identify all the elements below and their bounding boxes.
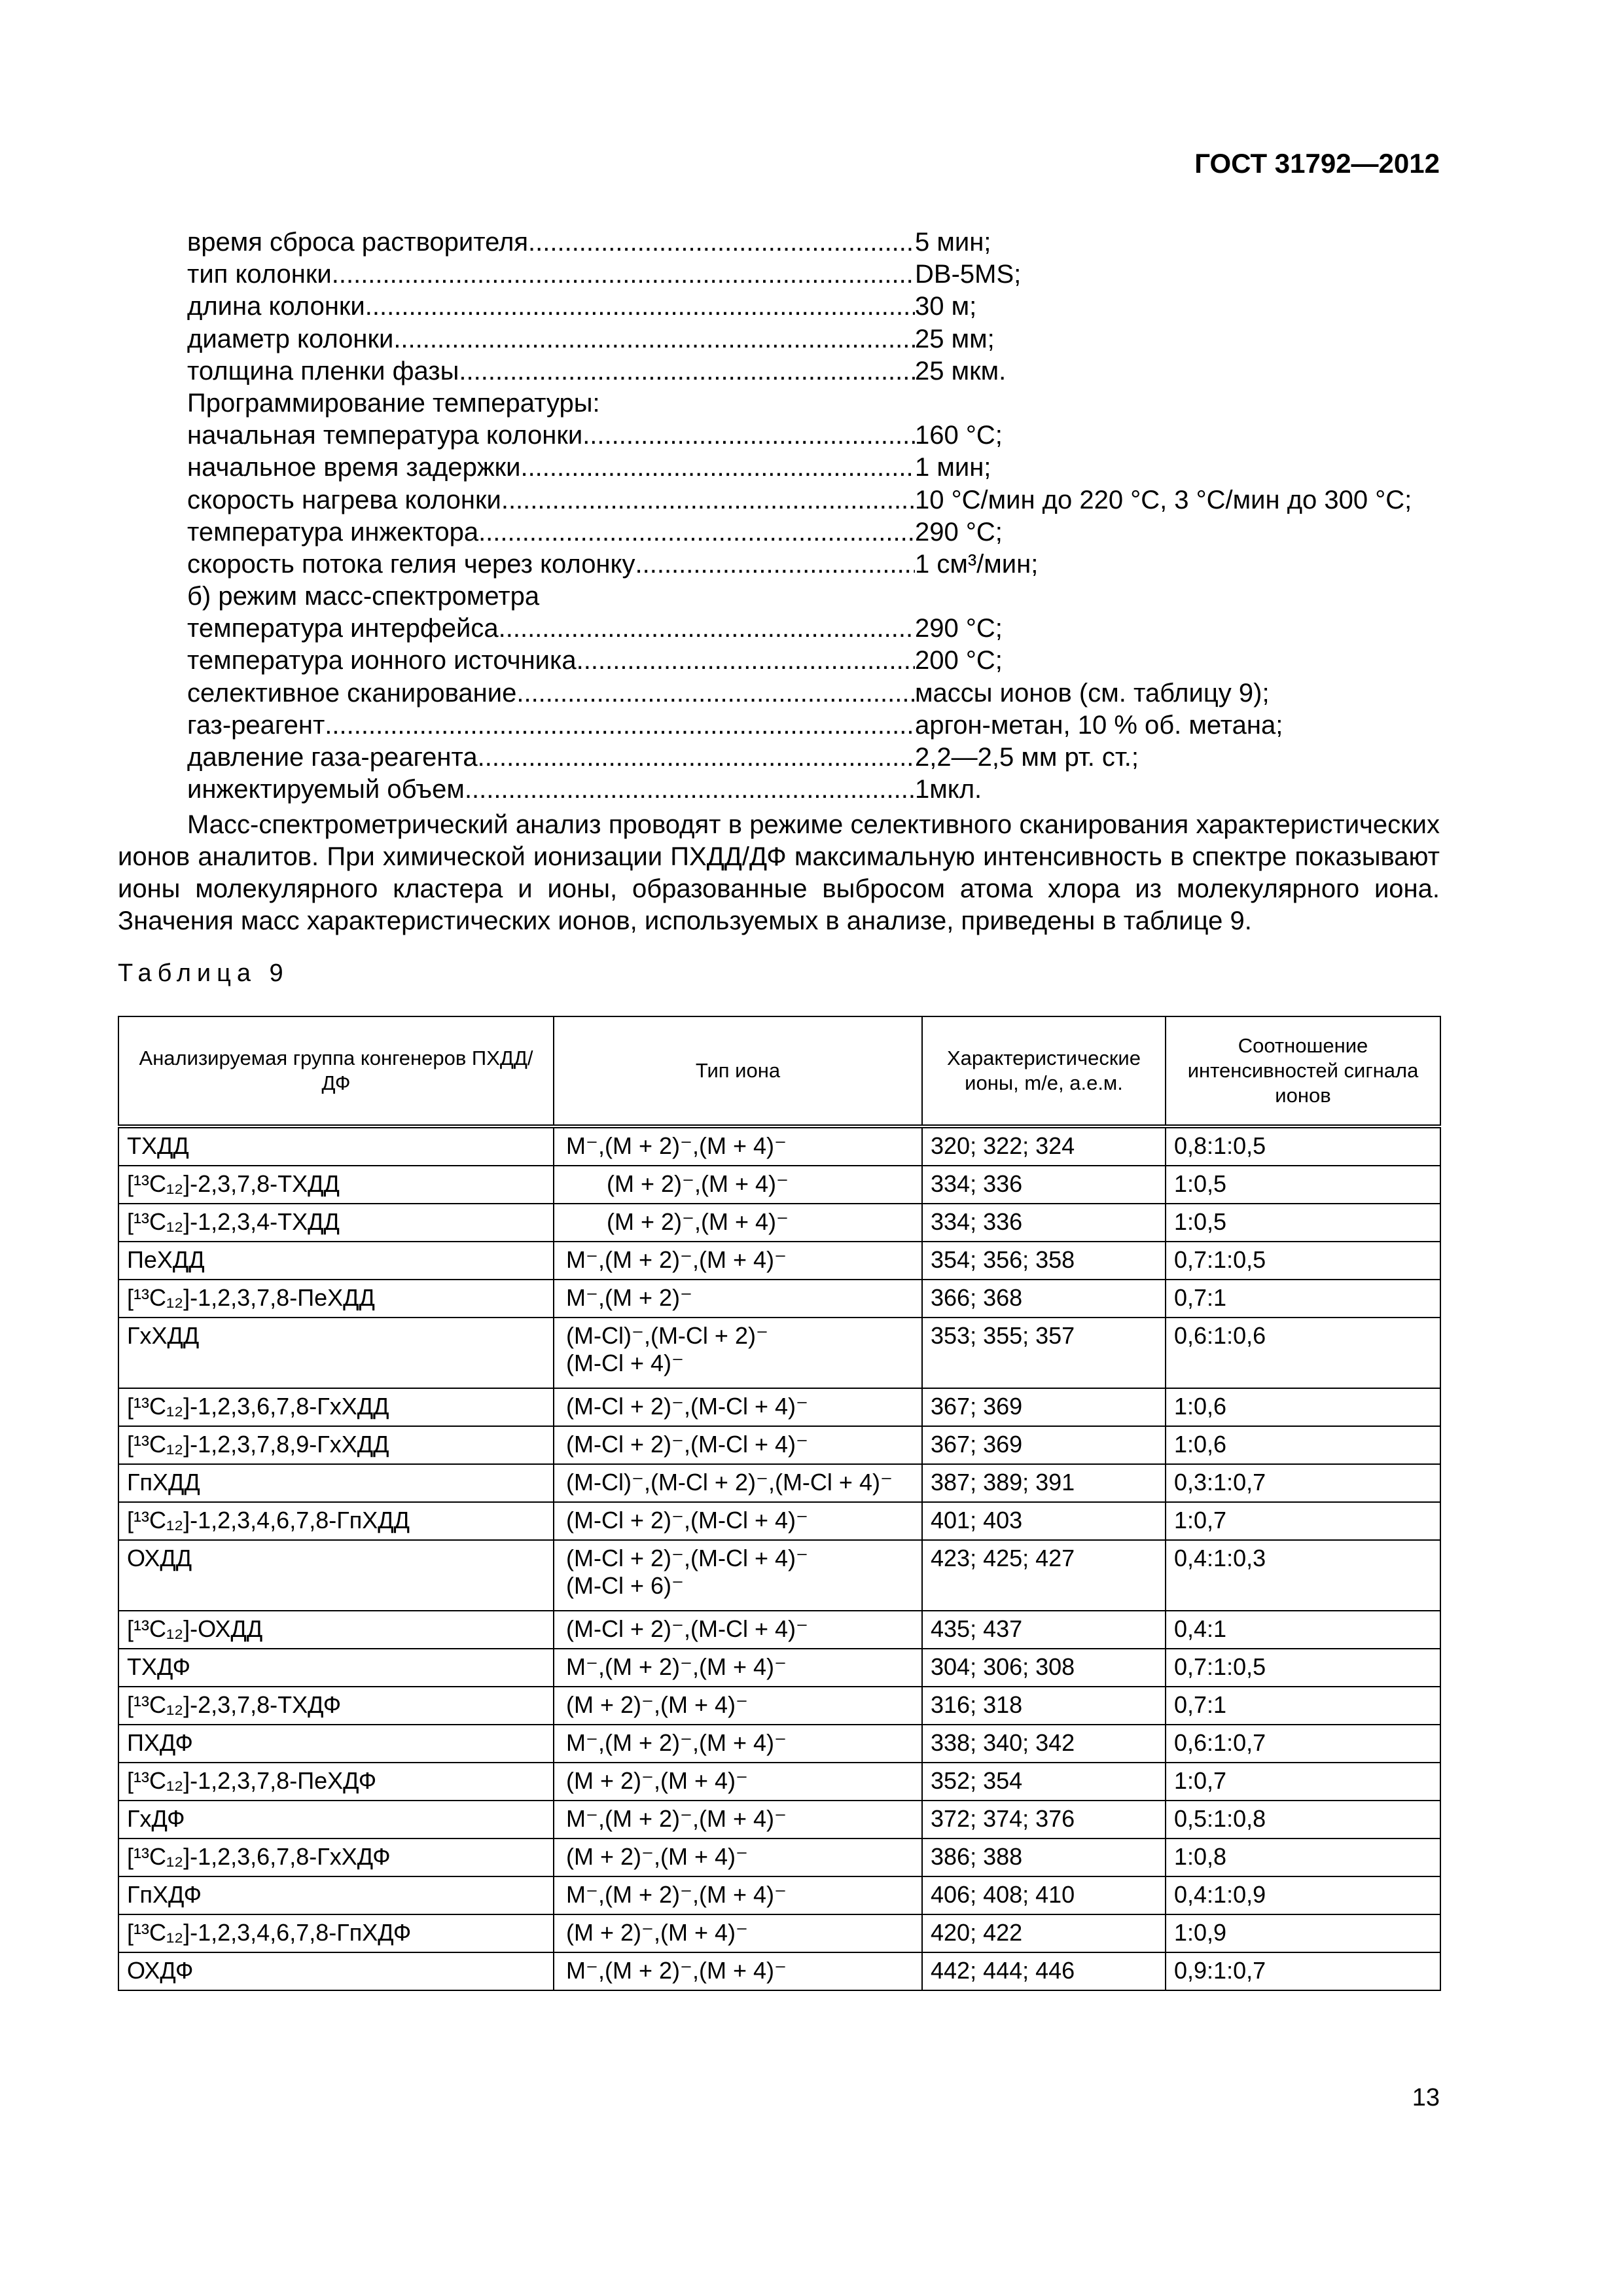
parameter-label: инжектируемый объем [187,775,465,804]
standard-number: ГОСТ 31792—2012 [1194,148,1440,179]
cell-ratio: 0,9:1:0,7 [1174,1957,1266,1984]
table-row [118,1126,1440,1166]
cell-ratio: 0,4:1:0,9 [1174,1881,1266,1908]
table-row [118,1687,1440,1725]
cell-char-ions: 304; 306; 308 [931,1653,1075,1680]
parameter-label: диаметр колонки [187,324,394,353]
cell-group: [¹³C₁₂]-1,2,3,4-ТХДД [127,1208,340,1235]
cell-ion-type: M⁻,(M + 2)⁻,(M + 4)⁻ [566,1957,787,1984]
cell-ratio: 1:0,6 [1174,1393,1227,1420]
cell-char-ions: 366; 368 [931,1284,1023,1311]
table-row [118,1801,1440,1839]
parameter-value: 30 м; [915,292,977,321]
dot-leader [332,259,915,291]
parameter-row [187,742,1463,774]
dot-leader [501,484,915,516]
dot-leader [520,452,915,484]
cell-ion-type: M⁻,(M + 2)⁻,(M + 4)⁻ [566,1881,787,1908]
cell-group: [¹³C₁₂]-2,3,7,8-ТХДД [127,1170,340,1197]
cell-ion-type: (M-Cl + 2)⁻,(M-Cl + 4)⁻ [566,1615,809,1642]
cell-group: ГхХДД [127,1322,200,1349]
parameters-list [187,226,1463,806]
header-group: Анализируемая группа конгенеров ПХДД/ДФ [118,1016,554,1126]
header-char-ions: Характеристические ионы, m/e, а.е.м. [922,1016,1166,1126]
table-row [118,1426,1440,1464]
cell-ion-type: (M + 2)⁻,(M + 4)⁻ [566,1919,749,1946]
cell-ratio: 0,7:1 [1174,1284,1227,1311]
parameter-row [187,484,1463,516]
parameter-row [187,613,1463,645]
cell-char-ions: 354; 356; 358 [931,1246,1075,1273]
dot-leader [465,774,915,806]
cell-char-ions: 423; 425; 427 [931,1545,1075,1571]
dot-leader [459,355,915,387]
dot-leader [393,323,915,355]
cell-ratio: 0,4:1 [1174,1615,1227,1642]
temperature-program-parameters [187,420,1463,581]
parameter-value: 10 °С/мин до 220 °С, 3 °С/мин до 300 °С; [915,485,1412,514]
cell-ratio: 1:0,5 [1174,1208,1227,1235]
table-row [118,1649,1440,1687]
cell-char-ions: 353; 355; 357 [931,1322,1075,1349]
cell-group: [¹³C₁₂]-ОХДД [127,1615,263,1642]
dot-leader [365,291,915,323]
cell-group: [¹³C₁₂]-2,3,7,8-ТХДФ [127,1691,342,1718]
table-row [118,1242,1440,1280]
table-row [118,1876,1440,1914]
cell-ratio: 0,5:1:0,8 [1174,1805,1266,1832]
cell-ion-type: (M-Cl)⁻,(M-Cl + 2)⁻ [566,1322,768,1349]
cell-char-ions: 420; 422 [931,1919,1023,1946]
mass-spec-parameters [187,613,1463,806]
cell-ratio: 0,7:1 [1174,1691,1227,1718]
table-row [118,1318,1440,1388]
parameter-label: температура ионного источника [187,646,577,675]
cell-ratio: 0,7:1:0,5 [1174,1246,1266,1273]
table-row [118,1952,1440,1990]
cell-ion-type: M⁻,(M + 2)⁻,(M + 4)⁻ [566,1805,787,1832]
cell-char-ions: 435; 437 [931,1615,1023,1642]
cell-ion-type: (M-Cl)⁻,(M-Cl + 2)⁻,(M-Cl + 4)⁻ [566,1469,893,1496]
cell-ion-type-line2: (M-Cl + 4)⁻ [566,1350,684,1376]
parameter-label: время сброса растворителя [187,228,529,257]
parameter-row [187,774,1463,806]
cell-ratio: 1:0,7 [1174,1507,1227,1534]
cell-group: ОХДФ [127,1957,194,1984]
cell-group: [¹³C₁₂]-1,2,3,7,8-ПеХДД [127,1284,375,1311]
cell-char-ions: 367; 369 [931,1431,1023,1458]
cell-ratio: 1:0,6 [1174,1431,1227,1458]
cell-group: [¹³C₁₂]-1,2,3,4,6,7,8-ГпХДД [127,1507,410,1534]
cell-char-ions: 401; 403 [931,1507,1023,1534]
table-row [118,1502,1440,1540]
cell-group: [¹³C₁₂]-1,2,3,6,7,8-ГхХДД [127,1393,389,1420]
parameter-label: тип колонки [187,260,332,289]
parameter-label: толщина пленки фазы [187,356,459,386]
cell-ratio: 1:0,5 [1174,1170,1227,1197]
cell-ion-type: M⁻,(M + 2)⁻ [566,1284,693,1311]
cell-char-ions: 406; 408; 410 [931,1881,1075,1908]
cell-ion-type: M⁻,(M + 2)⁻,(M + 4)⁻ [566,1132,787,1159]
cell-char-ions: 386; 388 [931,1843,1023,1870]
table-row [118,1611,1440,1649]
table-row [118,1280,1440,1318]
parameter-value: 200 °С; [915,646,1003,675]
parameter-row [187,452,1463,484]
dot-leader [528,226,915,259]
parameter-row [187,420,1463,452]
cell-group: ПеХДД [127,1246,205,1273]
cell-ion-type: (M-Cl + 2)⁻,(M-Cl + 4)⁻ [566,1545,809,1571]
table-caption: Таблица 9 [118,960,289,987]
header-ratio: Соотношение интенсивностей сигнала ионов [1166,1016,1440,1126]
cell-ion-type-line2: (M-Cl + 6)⁻ [566,1572,684,1599]
table-row [118,1725,1440,1763]
parameter-value: 25 мм; [915,324,995,353]
cell-ion-type: (M-Cl + 2)⁻,(M-Cl + 4)⁻ [566,1507,809,1534]
parameter-value: аргон-метан, 10 % об. метана; [915,710,1283,740]
dot-leader [516,677,915,709]
cell-group: ГхДФ [127,1805,185,1832]
cell-group: [¹³C₁₂]-1,2,3,7,8,9-ГхХДД [127,1431,389,1458]
cell-ion-type: (M + 2)⁻,(M + 4)⁻ [566,1767,749,1794]
cell-ratio: 0,6:1:0,6 [1174,1322,1266,1349]
cell-char-ions: 372; 374; 376 [931,1805,1075,1832]
parameter-value: 5 мин; [915,228,991,257]
cell-group: ТХДФ [127,1653,190,1680]
cell-ratio: 0,3:1:0,7 [1174,1469,1266,1496]
cell-char-ions: 352; 354 [931,1767,1023,1794]
parameter-row [187,323,1463,355]
dot-leader [577,645,915,677]
table-row [118,1914,1440,1952]
parameter-row [187,645,1463,677]
cell-char-ions: 367; 369 [931,1393,1023,1420]
cell-ion-type: (M-Cl + 2)⁻,(M-Cl + 4)⁻ [566,1431,809,1458]
cell-char-ions: 334; 336 [931,1208,1023,1235]
table-row [118,1204,1440,1242]
parameter-row [187,291,1463,323]
cell-group: [¹³C₁₂]-1,2,3,4,6,7,8-ГпХДФ [127,1919,412,1946]
dot-leader [325,709,915,742]
body-paragraph: Масс-спектрометрический анализ проводят в режиме селективного сканирования характеристических ионов аналитов. При химической ионизации ПХДД/ДФ максимальную интенсивность в спектре показывают ионы молекулярного кластера и ионы, образованные выбросом атома хлора из молекулярного иона. Значения масс характеристических ионов, используемых в анализе, приведены в таблице 9. [118,810,1440,935]
cell-group: ПХДФ [127,1729,193,1756]
parameter-label: температура интерфейса [187,614,499,643]
cell-char-ions: 442; 444; 446 [931,1957,1075,1984]
parameter-value: 1 см³/мин; [915,549,1039,579]
cell-ion-type: (M + 2)⁻,(M + 4)⁻ [607,1208,789,1235]
parameter-label: скорость потока гелия через колонку [187,549,635,579]
parameter-value: 1 мин; [915,453,991,482]
parameter-row [187,355,1463,387]
cell-char-ions: 387; 389; 391 [931,1469,1075,1496]
parameter-value: 290 °С; [915,517,1003,547]
parameter-label: длина колонки [187,292,365,321]
parameter-value: DB-5MS; [915,260,1022,289]
cell-ion-type: (M + 2)⁻,(M + 4)⁻ [566,1843,749,1870]
parameter-value: 290 °С; [915,614,1003,643]
parameter-row [187,516,1463,548]
dot-leader [478,742,915,774]
cell-ion-type: M⁻,(M + 2)⁻,(M + 4)⁻ [566,1246,787,1273]
table-row [118,1839,1440,1876]
dot-leader [478,516,915,548]
dot-leader [635,548,915,581]
dot-leader [499,613,915,645]
cell-group: ГпХДФ [127,1881,202,1908]
table-header-row [118,1016,1440,1126]
page-number: 13 [1412,2084,1440,2111]
cell-char-ions: 320; 322; 324 [931,1132,1075,1159]
cell-group: ТХДД [127,1132,189,1159]
cell-char-ions: 334; 336 [931,1170,1023,1197]
parameter-value: массы ионов (см. таблицу 9); [915,678,1270,708]
cell-group: ГпХДД [127,1469,200,1496]
parameter-label: скорость нагрева колонки [187,485,501,514]
parameter-value: 25 мкм. [915,356,1007,386]
cell-group: ОХДД [127,1545,192,1571]
parameter-row [187,709,1463,742]
ms-mode-title: б) режим масс-спектрометра [187,582,540,611]
parameter-value: 2,2—2,5 мм рт. ст.; [915,743,1139,772]
cell-ratio: 0,4:1:0,3 [1174,1545,1266,1571]
cell-char-ions: 338; 340; 342 [931,1729,1075,1756]
cell-ratio: 0,7:1:0,5 [1174,1653,1266,1680]
cell-ratio: 1:0,8 [1174,1843,1227,1870]
cell-ion-type: (M-Cl + 2)⁻,(M-Cl + 4)⁻ [566,1393,809,1420]
parameter-label: давление газа-реагента [187,743,478,772]
table-row [118,1540,1440,1611]
column-parameters [187,226,1463,387]
cell-ion-type: M⁻,(M + 2)⁻,(M + 4)⁻ [566,1729,787,1756]
parameter-value: 160 °С; [915,421,1003,450]
cell-ratio: 1:0,7 [1174,1767,1227,1794]
parameter-label: селективное сканирование [187,678,517,708]
cell-ratio: 0,8:1:0,5 [1174,1132,1266,1159]
cell-ion-type: M⁻,(M + 2)⁻,(M + 4)⁻ [566,1653,787,1680]
table-row [118,1464,1440,1502]
parameter-row [187,226,1463,259]
cell-group: [¹³C₁₂]-1,2,3,7,8-ПеХДФ [127,1767,377,1794]
program-title: Программирование температуры: [187,388,600,418]
parameter-label: начальное время задержки [187,453,521,482]
cell-ion-type: (M + 2)⁻,(M + 4)⁻ [566,1691,749,1718]
parameter-row [187,548,1463,581]
header-ion-type: Тип иона [554,1016,922,1126]
parameter-row [187,259,1463,291]
cell-ion-type: (M + 2)⁻,(M + 4)⁻ [607,1170,789,1197]
parameter-label: газ-реагент [187,710,325,740]
parameter-row [187,677,1463,709]
table-row [118,1763,1440,1801]
cell-ratio: 0,6:1:0,7 [1174,1729,1266,1756]
parameter-value: 1мкл. [915,775,982,804]
ion-mass-table [118,1016,1441,1991]
cell-char-ions: 316; 318 [931,1691,1023,1718]
parameter-label: начальная температура колонки [187,421,583,450]
cell-ratio: 1:0,9 [1174,1919,1227,1946]
table-row [118,1388,1440,1426]
parameter-label: температура инжектора [187,517,479,547]
table-row [118,1166,1440,1204]
dot-leader [582,420,915,452]
cell-group: [¹³C₁₂]-1,2,3,6,7,8-ГхХДФ [127,1843,391,1870]
